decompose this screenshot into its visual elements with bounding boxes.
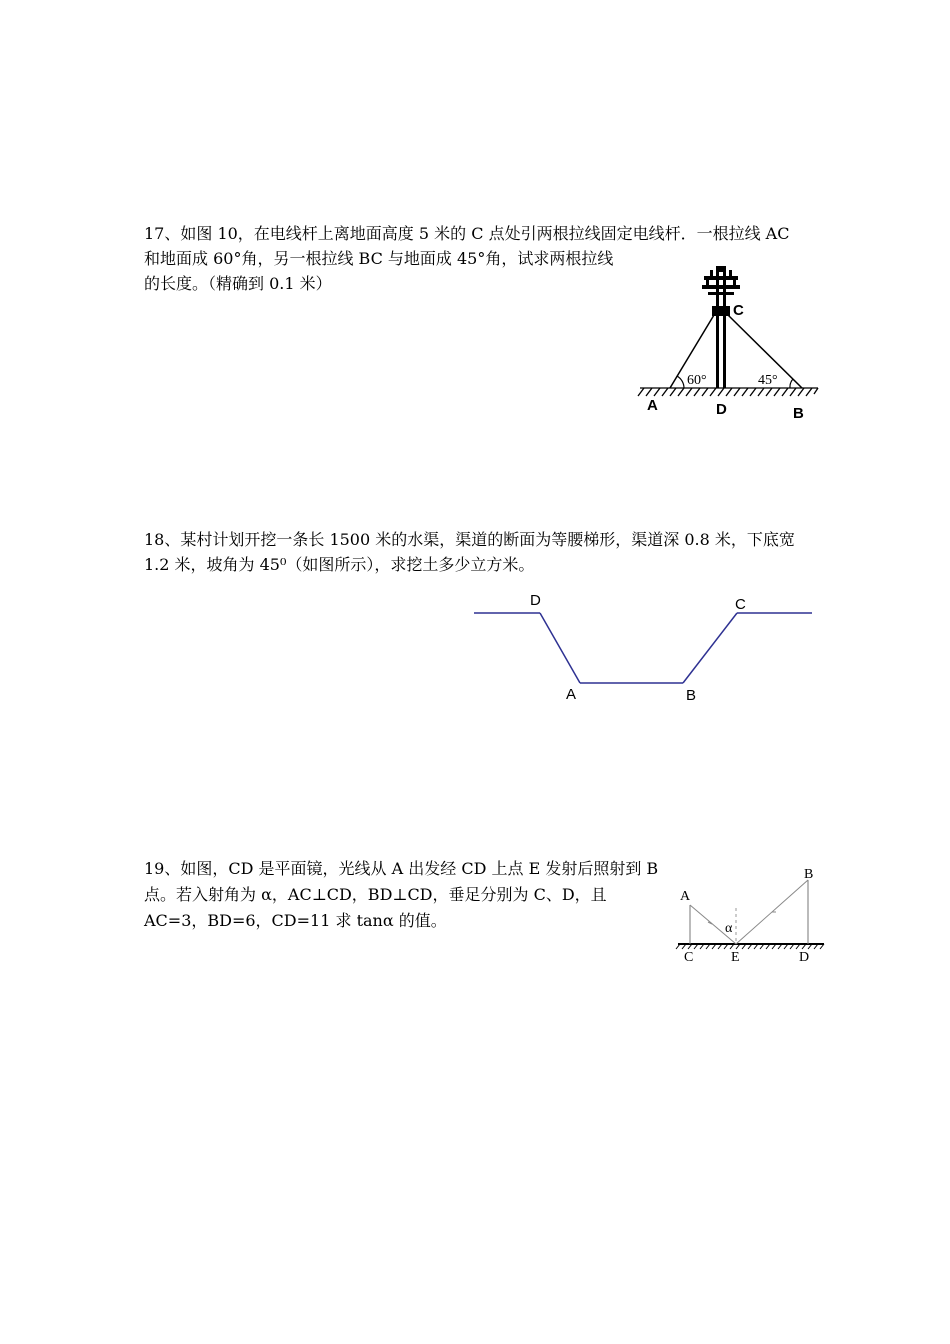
angle-45: 45°	[758, 373, 778, 388]
label-E: E	[731, 950, 740, 965]
problem-17-line-3: 的长度。（精确到 0.1 米）	[144, 274, 332, 293]
problem-17-line-2: 和地面成 60°角，另一根拉线 BC 与地面成 45°角，试求两根拉线	[144, 249, 614, 268]
canal-cross-section	[470, 588, 820, 708]
label-C: C	[735, 596, 746, 613]
label-B: B	[686, 687, 697, 704]
label-A: A	[680, 889, 691, 904]
figure-10-pole	[630, 262, 830, 427]
label-A: A	[647, 397, 658, 414]
label-C: C	[733, 302, 744, 319]
label-D: D	[799, 950, 810, 965]
angle-alpha: α	[725, 921, 733, 936]
problem-19-line-3: AC=3，BD=6，CD=11 求 tanα 的值。	[144, 911, 447, 930]
problem-18-line-2: 1.2 米，坡角为 45⁰（如图所示），求挖土多少立方米。	[144, 555, 535, 574]
label-C: C	[684, 950, 694, 965]
angle-60: 60°	[687, 373, 707, 388]
problem-18-line-1: 18、某村计划开挖一条长 1500 米的水渠，渠道的断面为等腰梯形，渠道深 0.8 米，下底宽	[144, 530, 795, 549]
label-B: B	[793, 405, 804, 422]
problem-17-line-1: 17、如图 10，在电线杆上离地面高度 5 米的 C 点处引两根拉线固定电线杆．一根拉线 AC	[144, 224, 790, 243]
label-B: B	[804, 867, 814, 882]
label-D: D	[530, 592, 541, 609]
label-A: A	[566, 686, 577, 703]
label-D: D	[716, 401, 727, 418]
mirror-reflection-figure	[672, 860, 832, 970]
problem-19-line-1: 19、如图，CD 是平面镜，光线从 A 出发经 CD 上点 E 发射后照射到 B	[144, 859, 659, 878]
problem-19-line-2: 点。若入射角为 α，AC⊥CD，BD⊥CD，垂足分别为 C、D，且	[144, 885, 607, 904]
